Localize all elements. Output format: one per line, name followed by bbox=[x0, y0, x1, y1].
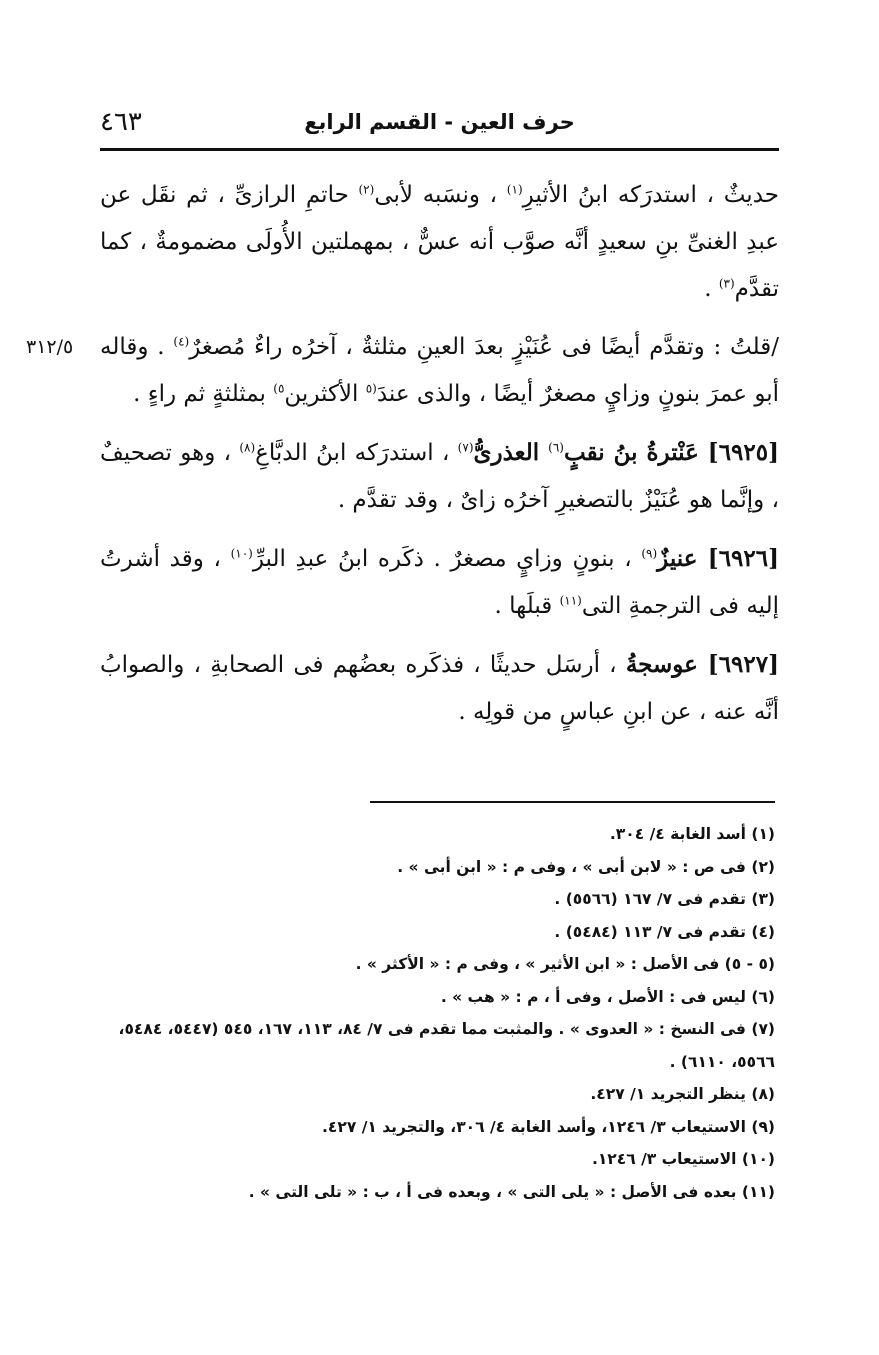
entry-6925 bbox=[100, 429, 779, 524]
entry-name: عَنْترةُ بنُ نقبٍ bbox=[563, 439, 708, 466]
footnote-marker: ٥) bbox=[273, 381, 285, 396]
text-run: حديثٌ ، استدرَكه ابنُ الأثيرِ bbox=[522, 182, 779, 208]
footnote-6: (٦) ليس فى : الأصل ، وفى أ ، م : « هب » . bbox=[440, 987, 775, 1006]
text-run: ، استدرَكه ابنُ الدبَّاغِ bbox=[255, 440, 458, 466]
text-run: ، وقد أشرتُ إليه فى الترجمةِ التى bbox=[100, 546, 779, 619]
paragraph bbox=[26, 324, 779, 418]
running-title: حرف العين - القسم الرابع bbox=[304, 110, 575, 134]
footnote-3: (٣) تقدم فى ٧/ ١٦٧ (٥٥٦٦) . bbox=[554, 890, 775, 908]
margin-reference: ٣١٢/٥ bbox=[26, 336, 74, 358]
footnote-marker: (٢) bbox=[358, 182, 375, 197]
header-rule bbox=[100, 148, 779, 151]
footnote-marker: (١٠) bbox=[230, 546, 253, 561]
footnotes bbox=[100, 818, 775, 1208]
entry-number: [٦٩٢٦] bbox=[707, 545, 779, 572]
text-run: /قلتُ : وتقدَّم أيضًا فى عُنَيْزٍ بعدَ العينِ مثلثةٌ ، آخرُه راءٌ مُصغرٌ bbox=[189, 334, 779, 360]
page-header bbox=[100, 104, 779, 140]
text-run: ، بنونٍ وزايٍ مصغرٌ . ذكَره ابنُ عبدِ البرِّ bbox=[252, 546, 642, 572]
entry-name: عنيزٌ bbox=[657, 545, 708, 572]
footnote-1: (١) أسد الغابة ٤/ ٣٠٤. bbox=[609, 825, 775, 843]
footnote-7: (٧) فى النسخ : « العدوى » . والمثبت مما تقدم فى ٧/ ٨٤، ١١٣، ١٦٧، ٥٤٥ (٥٤٤٧، ٥٤٨٤، ٥٥٦٦، ٦١١٠) . bbox=[118, 1020, 775, 1071]
text-run: . bbox=[704, 276, 719, 302]
footnote-marker: (٥ bbox=[365, 381, 377, 396]
footnote-marker: (٤) bbox=[173, 334, 190, 349]
text-run: الأكثرين bbox=[284, 381, 366, 407]
footnote-marker: (٣) bbox=[718, 276, 735, 291]
text-run: . وقاله أبو عمرَ بنونٍ وزايٍ مصغرٌ أيضًا ، والذى عندَ bbox=[100, 334, 779, 407]
text-run: ، ونسَبه لأبى bbox=[374, 182, 507, 208]
footnote-9: (٩) الاستيعاب ٣/ ١٢٤٦، وأسد الغابة ٤/ ٣٠٦، والتجريد ١/ ٤٢٧. bbox=[322, 1117, 775, 1136]
footnote-11: (١١) بعده فى الأصل : « يلى التى » ، وبعده فى أ ، ب : « تلى التى » . bbox=[248, 1182, 775, 1201]
text-run: قبلَها . bbox=[494, 593, 560, 619]
main-text bbox=[26, 172, 779, 747]
text-run: ، وهو تصحيفٌ ، وإنَّما هو عُنَيْزٌ بالتصغيرِ آخرُه زاىٌ ، وقد تقدَّم . bbox=[100, 440, 779, 513]
entry-name: عوسجةُ bbox=[625, 651, 708, 678]
text-run: بمثلثةٍ ثم راءٍ . bbox=[133, 381, 274, 407]
text-run: ، أرسَل حديثًا ، فذكَره بعضُهم فى الصحابةِ ، والصوابُ أنَّه عنه ، عن ابنِ عباسٍ من قولِه . bbox=[100, 652, 779, 725]
entry-name-nisba: العذرىُّ bbox=[473, 439, 549, 466]
footnote-10: (١٠) الاستيعاب ٣/ ١٢٤٦. bbox=[591, 1150, 775, 1168]
footnote-marker: (٧) bbox=[457, 440, 474, 455]
footnote-8: (٨) ينظر التجريد ١/ ٤٢٧. bbox=[590, 1085, 775, 1103]
entry-6926 bbox=[100, 535, 779, 630]
footnote-marker: (٩) bbox=[641, 546, 658, 561]
entry-number: [٦٩٢٧] bbox=[707, 651, 779, 678]
footnote-4: (٤) تقدم فى ٧/ ١١٣ (٥٤٨٤) . bbox=[554, 922, 775, 941]
entry-6927 bbox=[100, 641, 779, 736]
footnote-marker: (٦) bbox=[548, 440, 564, 455]
footnote-marker: (١١) bbox=[559, 593, 582, 608]
text-run: حاتمِ الرازىِّ ، ثم نقَل عن عبدِ الغنىِّ بنِ سعيدٍ أنَّه صوَّب أنه عسٌّ ، بمهملتين الأُولَى مضمومةٌ ، كما تقدَّم bbox=[100, 182, 779, 302]
footnote-marker: (٨) bbox=[239, 440, 256, 455]
footnote-rule bbox=[370, 801, 775, 803]
page-number: ٤٦٣ bbox=[100, 107, 142, 137]
entry-number: [٦٩٢٥] bbox=[707, 439, 779, 466]
footnote-5: (٥ - ٥) فى الأصل : « ابن الأثير » ، وفى م : « الأكثر » . bbox=[355, 955, 775, 973]
paragraph bbox=[100, 172, 779, 313]
footnote-2: (٢) فى ص : « لابن أبى » ، وفى م : « ابن أبى » . bbox=[397, 857, 775, 876]
footnote-marker: (١) bbox=[506, 182, 523, 197]
